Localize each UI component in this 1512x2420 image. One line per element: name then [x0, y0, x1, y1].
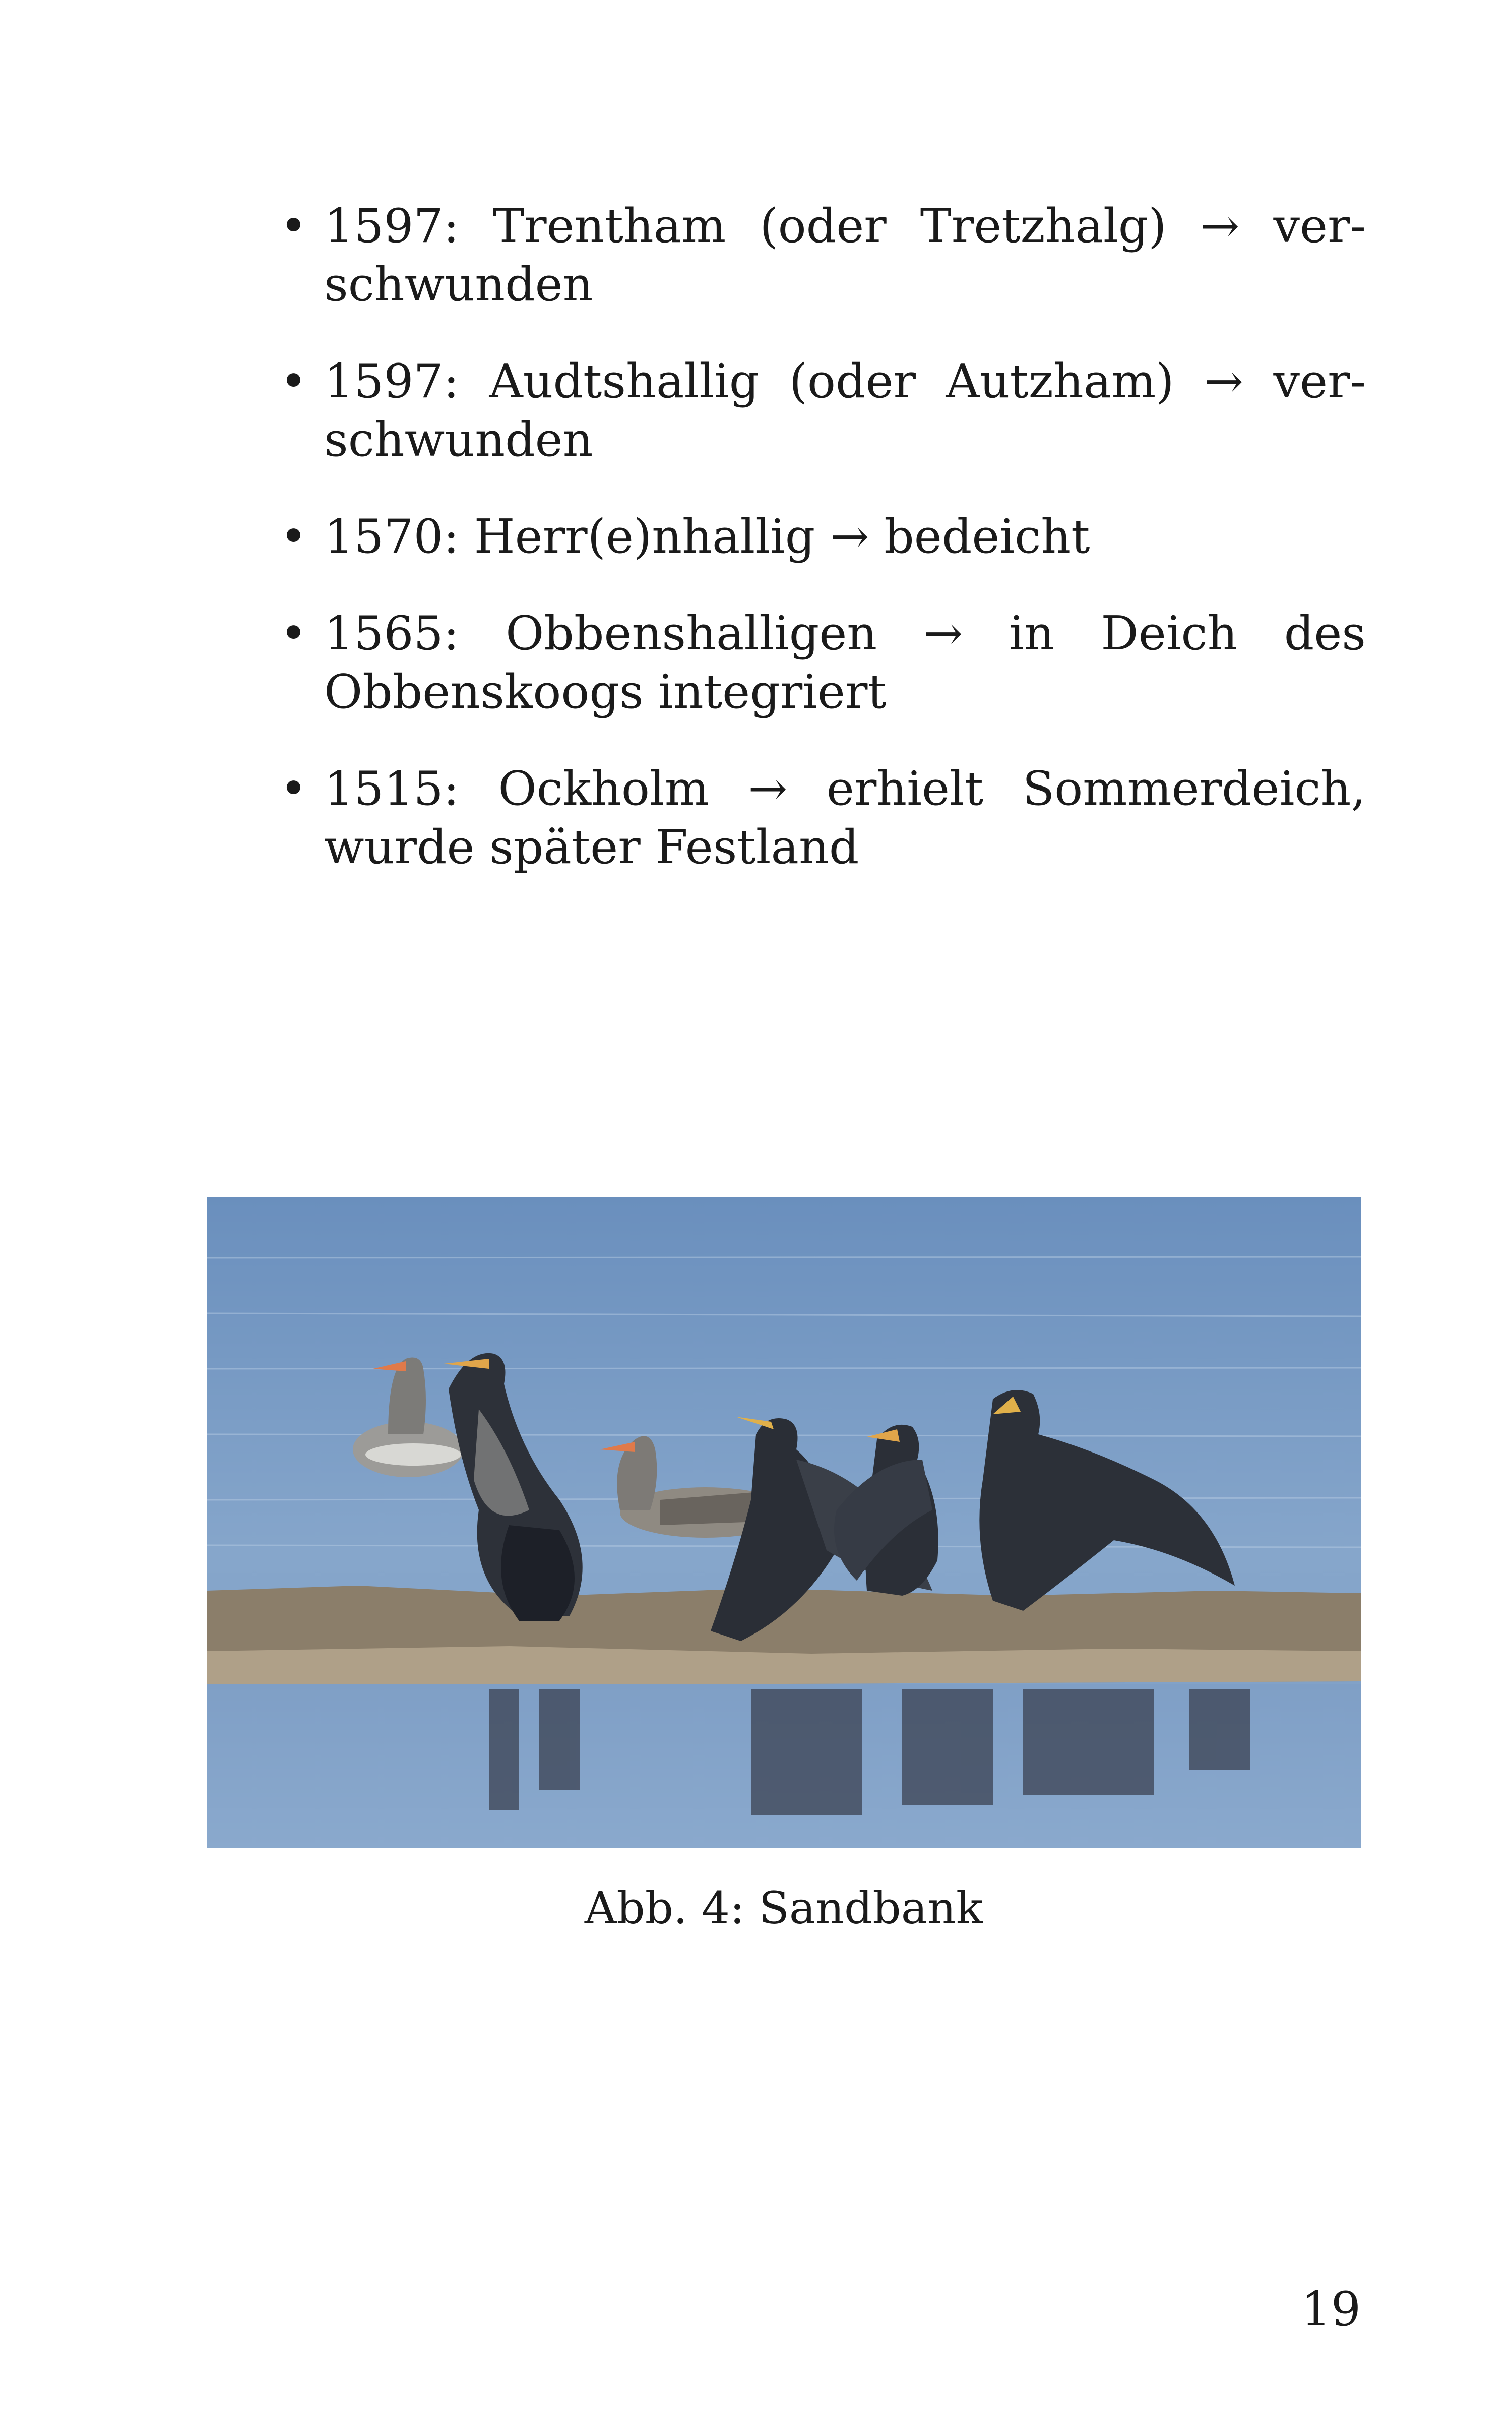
list-item-text: 1597: Trentham (oder Tretzhalg) → verschwunden [324, 199, 1366, 312]
list-item [280, 197, 1366, 314]
bird-photo [207, 1197, 1361, 1848]
bullet-list [280, 197, 1366, 915]
list-item [280, 604, 1366, 721]
figure-photo-sandbank [207, 1197, 1361, 1848]
list-item-text: 1515: Ockholm → erhielt Sommerdeich, wurde später Festland [324, 761, 1366, 874]
list-item [280, 507, 1366, 566]
page-number: 19 [1301, 2282, 1361, 2336]
list-item [280, 759, 1366, 876]
list-item-text: 1597: Audtshallig (oder Autzham) → verschwunden [324, 354, 1366, 467]
list-item [280, 352, 1366, 469]
figure-caption: Abb. 4: Sandbank [584, 1882, 983, 1934]
list-item-text: 1570: Herr(e)nhallig → bedeicht [324, 509, 1090, 564]
list-item-text: 1565: Obbenshalligen → in Deich des Obbenskoogs integriert [324, 606, 1366, 719]
